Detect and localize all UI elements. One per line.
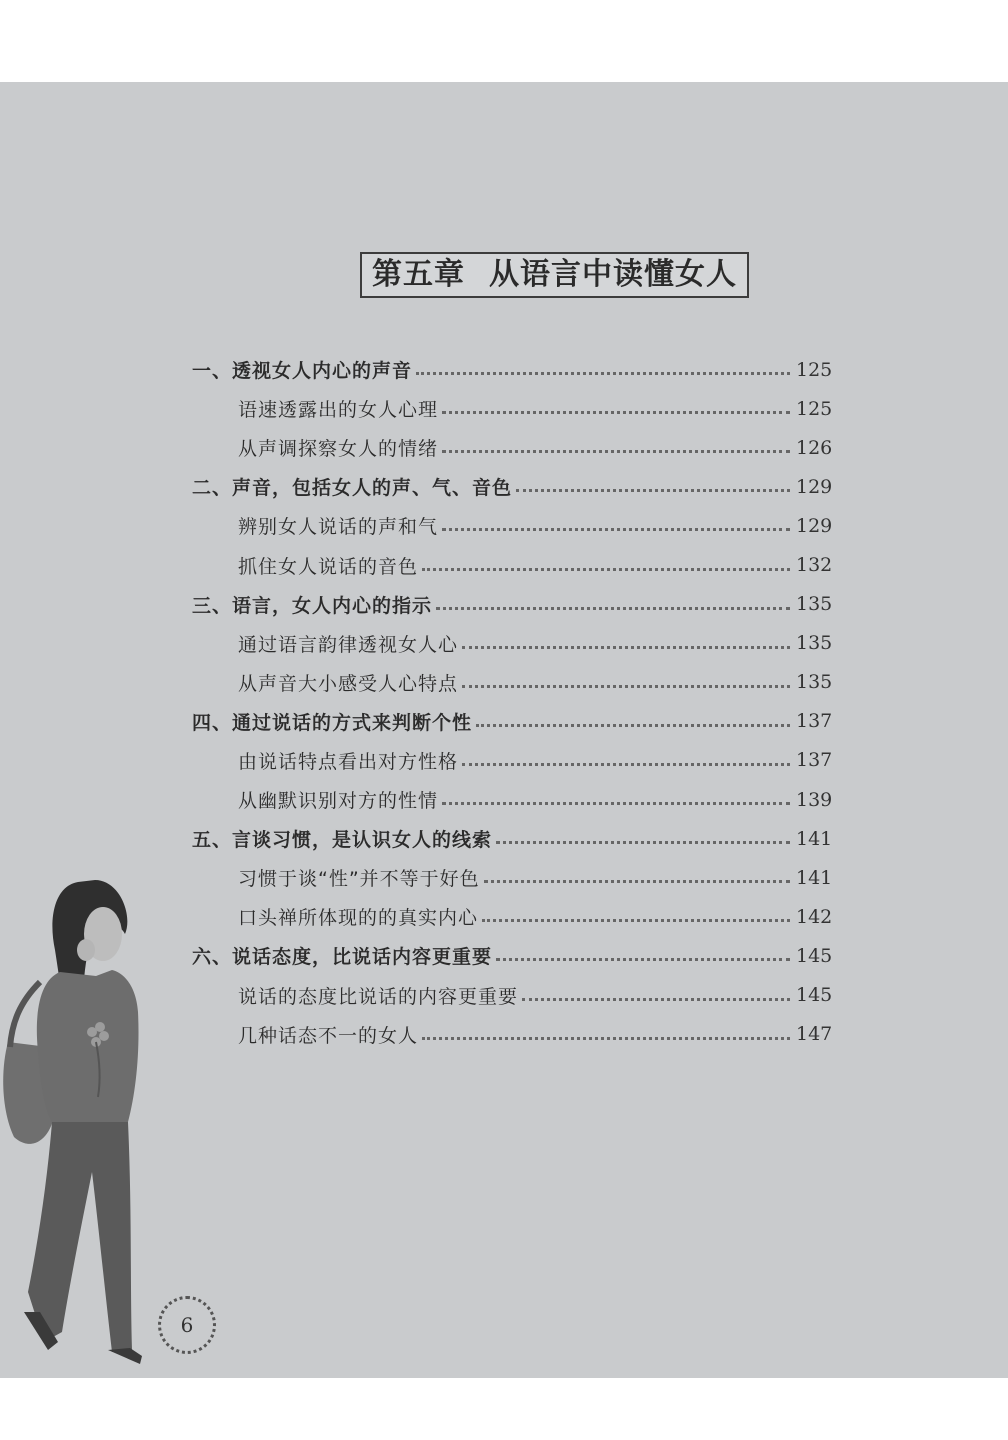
toc-subsection-entry (192, 624, 832, 663)
toc-leader-dots (462, 761, 790, 766)
toc-entry-page: 142 (796, 905, 833, 928)
toc-subsection-entry (192, 897, 832, 936)
toc-entry-page: 129 (796, 475, 833, 498)
toc-entry-page: 132 (796, 554, 833, 577)
chapter-heading (360, 252, 749, 298)
toc-subsection-entry (192, 428, 832, 467)
toc-leader-dots (516, 487, 790, 492)
toc-entry-title: 由说话特点看出对方性格 (238, 750, 459, 773)
toc-section-entry (192, 467, 832, 506)
toc-entry-title: 口头禅所体现的的真实内心 (238, 907, 479, 930)
toc-entry-page: 126 (796, 436, 833, 459)
toc-entry-title: 通过语言韵律透视女人心 (238, 633, 459, 656)
toc-entry-page: 125 (796, 358, 833, 381)
toc-entry-page: 137 (796, 710, 833, 733)
toc-entry-page: 129 (796, 514, 833, 537)
toc-subsection-entry (192, 780, 832, 819)
toc-entry-title: 一、透视女人内心的声音 (192, 360, 413, 383)
chapter-number: 第五章 (372, 257, 465, 292)
toc-leader-dots (422, 566, 790, 571)
toc-subsection-entry (192, 1015, 832, 1054)
toc-entry-page: 145 (796, 944, 833, 967)
toc-section-entry (192, 936, 832, 975)
book-page (0, 82, 1008, 1378)
chapter-title: 从语言中读懂女人 (489, 257, 737, 292)
toc-leader-dots (442, 526, 790, 531)
toc-entry-page: 139 (796, 788, 833, 811)
toc-subsection-entry (192, 663, 832, 702)
toc-section-entry (192, 350, 832, 389)
toc-entry-title: 辨别女人说话的声和气 (238, 516, 439, 539)
toc-entry-title: 四、通过说话的方式来判断个性 (192, 711, 473, 734)
toc-entry-page: 147 (796, 1023, 833, 1046)
toc-leader-dots (442, 800, 790, 805)
toc-subsection-entry (192, 545, 832, 584)
toc-subsection-entry (192, 506, 832, 545)
toc-entry-page: 141 (796, 827, 833, 850)
toc-entry-title: 抓住女人说话的音色 (238, 555, 419, 578)
toc-leader-dots (462, 644, 790, 649)
toc-leader-dots (476, 722, 790, 727)
toc-leader-dots (482, 917, 790, 922)
toc-entry-page: 135 (796, 593, 833, 616)
toc-leader-dots (436, 605, 790, 610)
toc-entry-title: 从幽默识别对方的性情 (238, 790, 439, 813)
toc-entry-title: 几种话态不一的女人 (238, 1024, 419, 1047)
toc-entry-page: 145 (796, 984, 833, 1007)
toc-leader-dots (442, 448, 790, 453)
toc-leader-dots (496, 839, 790, 844)
toc-entry-title: 从声调探察女人的情绪 (238, 438, 439, 461)
toc-subsection-entry (192, 858, 832, 897)
toc-entry-title: 说话的态度比说话的内容更重要 (238, 985, 519, 1008)
toc-entry-page: 141 (796, 866, 833, 889)
toc-entry-title: 二、声音，包括女人的声、气、音色 (192, 477, 513, 500)
toc-leader-dots (442, 409, 790, 414)
toc-entry-title: 三、语言，女人内心的指示 (192, 594, 433, 617)
toc-entry-title: 五、言谈习惯，是认识女人的线索 (192, 829, 493, 852)
toc-section-entry (192, 702, 832, 741)
toc-subsection-entry (192, 389, 832, 428)
toc-entry-title: 从声音大小感受人心特点 (238, 672, 459, 695)
toc-entry-page: 137 (796, 749, 833, 772)
toc-leader-dots (422, 1035, 790, 1040)
toc-leader-dots (496, 956, 790, 961)
toc-leader-dots (462, 683, 790, 688)
toc-subsection-entry (192, 741, 832, 780)
toc-leader-dots (484, 878, 790, 883)
toc-entry-page: 135 (796, 671, 833, 694)
toc-entry-title: 六、说话态度，比说话内容更重要 (192, 946, 493, 969)
toc-section-entry (192, 819, 832, 858)
toc-entry-page: 125 (796, 397, 833, 420)
toc-section-entry (192, 585, 832, 624)
toc-entry-page: 135 (796, 632, 833, 655)
toc-subsection-entry (192, 976, 832, 1015)
toc-leader-dots (522, 996, 790, 1001)
table-of-contents (192, 350, 832, 1054)
toc-entry-title: 语速透露出的女人心理 (238, 399, 439, 422)
page-number: 6 (158, 1296, 216, 1354)
toc-leader-dots (416, 370, 790, 375)
toc-entry-title: 习惯于谈“性”并不等于好色 (238, 868, 480, 891)
